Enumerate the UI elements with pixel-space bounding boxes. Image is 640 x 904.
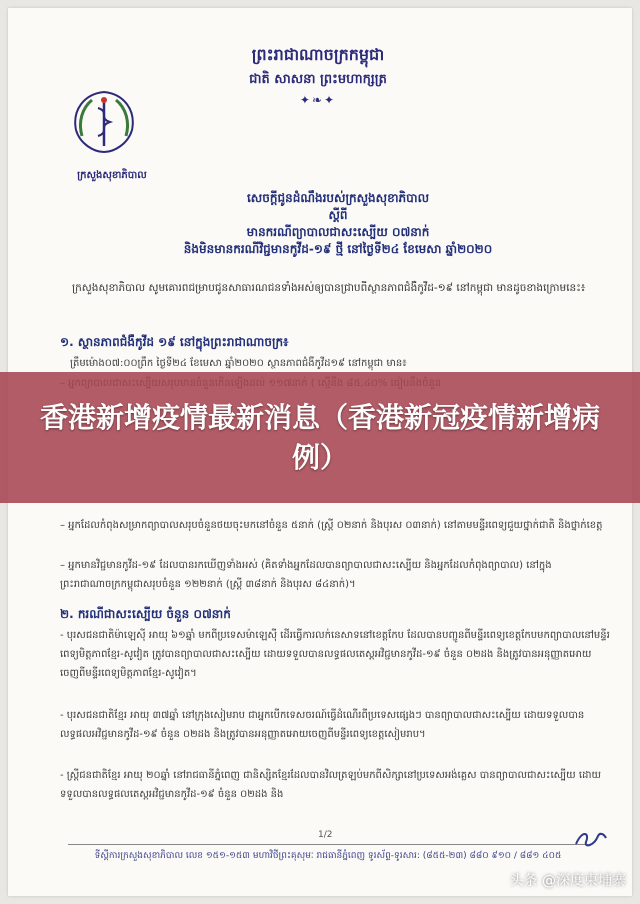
kingdom-line-2: ជាតិ សាសនា ព្រះមហាក្សត្រ <box>249 72 387 87</box>
page-number: 1/2 <box>318 830 333 840</box>
title-line-2: ស្តីពី <box>328 208 348 222</box>
kingdom-line-1: ព្រះរាជាណាចក្រកម្ពុជា <box>251 45 385 64</box>
section-2-para-1: - បុរសជនជាតិម៉ាឡេស៊ី អាយុ ៦១ឆ្នាំ មកពីប្រទេសម៉ាឡេស៊ី ដើរធ្វើការលក់នេសាទនៅខេត្តកែប ដែលបានបញ្ជូនពីមន្ទីរពេទ្យខេត្តកែបមកព្យាបាលនៅមន្ទីរពេទ្យមិត្តភាពខ្មែរ-សូវៀត ត្រូវបានព្យាបាលជាសះស្បើយ ដោយទទួលបានលទ្ធផលតេស្តអវិជ្ជមានកូវីដ-១៩ ចំនួន ០២ដង និងត្រូវបានអនុញ្ញាតអោយចេញពីមន្ទីរពេទ្យមិត្តភាពខ្មែរ-សូវៀត។ <box>60 630 610 679</box>
signature-mark-icon <box>574 828 608 854</box>
kingdom-header <box>188 44 448 107</box>
title-line-1: សេចក្តីជូនដំណឹងរបស់ក្រសួងសុខាភិបាល <box>247 191 429 205</box>
footer-divider <box>68 844 588 845</box>
banner-headline: 香港新增疫情最新消息（香港新冠疫情新增病例） <box>40 400 601 474</box>
intro-paragraph: ក្រសួងសុខាភិបាល សូមគោរពជម្រាបជូនសាធារណជនទាំងអស់ឲ្យបានជ្រាបពីស្ថានភាពជំងឺកូវីដ-១៩ នៅកម្ពុជា មានដូចខាងក្រោមនេះ៖ <box>72 282 586 294</box>
section-2-para-3: - ស្រ្តីជនជាតិខ្មែរ អាយុ ២០ឆ្នាំ នៅរាជធានីភ្នំពេញ ជានិស្សិតខ្មែរដែលបានវិលត្រឡប់មកពីសិក្សានៅប្រទេសអង់គ្លេស បានព្យាបាលជាសះស្បើយ ដោយទទួលបានលទ្ធផលតេស្តអវិជ្ជមានកូវីដ-១៩ ចំនួន ០២ដង និង <box>60 770 602 800</box>
footer-address: ទីស្តីការក្រសួងសុខាភិបាល លេខ ១៥១-១៥៣ មហាវិថីព្រះគុសុមៈ រាជធានីភ្នំពេញ ទូរស័ព្ទ-ទូរសារ: (៨៥៥-២៣) ៨៨០ ៩១០ / ៨៨១ ៤០៥ <box>94 851 562 861</box>
section-1-para-1: ត្រឹមម៉ោង០៧:០០ព្រឹក ថ្ងៃទី២៤ ខែមេសា ឆ្នាំ២០២០ ស្ថានភាពជំងឺកូវីដ១៩ នៅកម្ពុជា មាន៖ <box>70 358 407 369</box>
section-1-para-4: – អ្នកមានវិជ្ជមានកូវីដ-១៩ ដែលបានរកឃើញទាំងអស់ (គិតទាំងអ្នកដែលបានព្យាបាលជាសះស្បើយ និងអ្នកដែលកំពុងព្យាបាល) នៅក្នុងព្រះរាជាណាចក្រកម្ពុជាសរុបចំនួន ១២២នាក់ (ស្រ្តី ៣៨នាក់ និងបុរស ៨៤នាក់)។ <box>60 560 552 590</box>
source-watermark: 头条 @深度柬埔寨 <box>509 873 626 889</box>
section-2-para-2: - បុរសជនជាតិខ្មែរ អាយុ ៣៧ឆ្នាំ នៅក្រុងសៀមរាប ជាអ្នកបើកទេសចរណ៍ធ្វើដំណើរពីប្រទេសផ្សេងៗ បានព្យាបាលជាសះស្បើយ ដោយទទួលបានលទ្ធផលអវិជ្ជមានកូវីដ-១៩ ចំនួន ០២ដង និងត្រូវបានអនុញ្ញាតអោយចេញពីមន្ទីរពេទ្យខេត្តសៀមរាប។ <box>60 710 585 740</box>
section-1-para-3: – អ្នកដែលកំពុងសម្រាកព្យាបាលសរុបចំនួនថយចុះមកនៅចំនួន ៥នាក់ (ស្រ្តី ០២នាក់ និងបុរស ០៣នាក់) នៅតាមមន្ទីរពេទ្យជួយថ្នាក់ជាតិ និងថ្នាក់ខេត្ត <box>60 520 603 531</box>
section-1-heading: ១. ស្ថានភាពជំងឺកូវីដ ១៩ នៅក្នុងព្រះរាជាណាចក្រ៖ <box>60 335 289 349</box>
ministry-emblem-icon <box>64 86 144 156</box>
title-line-4: និងមិនមានករណីវិជ្ជមានកូវីដ-១៩ ថ្មី នៅថ្ងៃទី២៤ ខែមេសា ឆ្នាំ២០២០ <box>183 242 493 256</box>
section-2-heading: ២. ករណីជាសះស្បើយ ចំនួន ០៧នាក់ <box>60 607 231 621</box>
notice-title <box>128 190 548 258</box>
ministry-name: ក្រសួងសុខាភិបាល <box>77 170 147 181</box>
headline-banner <box>0 372 640 503</box>
ornament-divider: ✦❧✦ <box>299 93 337 107</box>
title-line-3: មានករណីព្យាបាលជាសះស្បើយ ០៧នាក់ <box>246 225 430 239</box>
